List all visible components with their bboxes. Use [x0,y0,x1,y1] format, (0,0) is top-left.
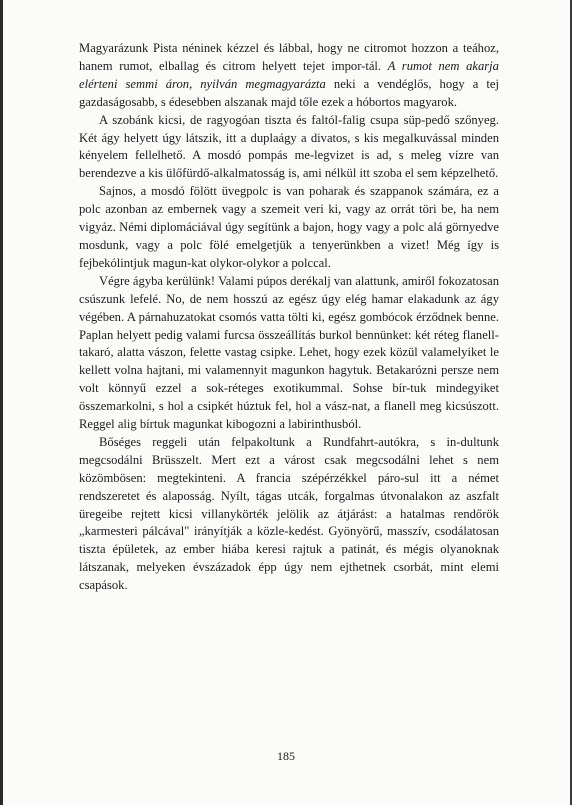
paragraph-text: Magyarázunk Pista néninek kézzel és lábbal, hogy ne citromot hozzon a teához, hanem rumot, elballag és citrom helyett tejet impor-tál. [79,41,499,73]
paragraph [79,273,499,434]
paragraph [79,183,499,273]
paragraph [79,434,499,595]
paragraph-text: Bőséges reggeli után felpakoltunk a Rundfahrt-autókra, s in-dultunk megcsodálni Brüsszelt. Mert ezt a várost csak megcsodálni lehet s nem közömbösen: megtekinteni. A francia szépérzékkel páro-sul itt a német rendszeretet és alaposság. Nyílt, tágas utcák, forgalmas útvonalakon az aszfalt üregeibe rejtett kicsi villanykörték jelölik az átjárást: a hatalmas rendőrök „karmesteri pálcával" irányítják a közle-kedést. Gyönyörű, masszív, csodálatosan tiszta épületek, az ember hiába keresi rajtuk a patinát, és mégis olyanoknak látszanak, melyeken évszázadok épp úgy nem ejthetnek csorbát, mint elemi csapások. [79,434,499,593]
paragraph [79,40,499,112]
paragraph-text: A szobánk kicsi, de ragyogóan tiszta és faltól-falig csupa süp-pedő szőnyeg. Két ágy helyett úgy látszik, itt a duplaágy a divatos, s kis megalkuvással minden kényelem fellelhető. A mosdó pompás me-legvizet is ad, s meleg vízre van berendezve a kis ülőfürdő-alkalmatosság is, ami nélkül itt szoba el sem képzelhető. [79,112,499,181]
paragraph-text: Sajnos, a mosdó fölött üvegpolc is van poharak és szappanok számára, ez a polc azonban az embernek vagy a szemeit veri ki, vagy az orrát töri be, ha nem vigyáz. Némi diplomáciával úgy segítünk a bajon, hogy vagy a polc alá görnyedve mosdunk, vagy a polc fölé emelgetjük a tenyerünkben a vizet! Még így is fejbekólintjuk magun-kat olykor-olykor a polccal. [79,184,499,270]
paragraph-text: neki a vendéglős, hogy a tej gazdaságosabb, s édesebben alszanak majd tőle ezek a hóbortos magyarok. [79,76,499,109]
paragraph [79,112,499,184]
paragraph-text: Végre ágyba kerülünk! Valami púpos derékalj van alattunk, amiről fokozatosan csúszunk lefelé. No, de nem hosszú az egész úgy elég hamar elakadunk az ágy végében. A párnahuzatokat csomós vatta tölti ki, egész gombócok érződnek benne. Paplan helyett pedig valami furcsa összeállítás burkol bennünket: két réteg flanell-takaró, alatta vászon, felette vastag csipke. Lehet, hogy ezek közül valamelyiket le kellett volna hajtani, mi valamennyit magunkon hagytuk. Betakarózni persze nem volt könnyű ezzel a sok-réteges exotikummal. Sohse bír-tuk mindegyiket összemarkolni, s hol a csipkét húztuk fel, hol a vász-nat, a flanell meg kicsúszott. Reggel alig bírtuk magunkat kibogozni a labirinthusból. [79,273,499,432]
page-number: 185 [277,749,295,763]
scan-edge-left [0,0,3,805]
body-text [79,40,499,595]
paragraph-italic-text: A rumot nem akarja elérteni semmi áron, nyilván megmagyarázta [79,58,499,91]
